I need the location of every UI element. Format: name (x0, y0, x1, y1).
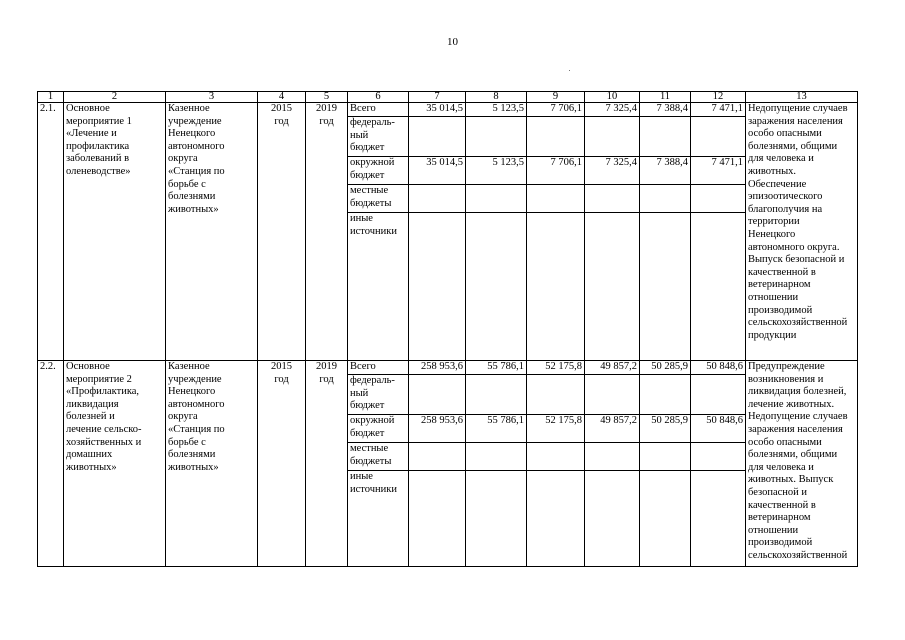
amount-cell: 7 388,4 (640, 103, 691, 117)
amount-cell (691, 213, 746, 361)
column-number: 8 (466, 92, 527, 103)
amount-cell (640, 213, 691, 361)
amount-cell (585, 117, 640, 157)
funding-source: окружной бюджет (348, 157, 409, 185)
amount-cell: 7 471,1 (691, 103, 746, 117)
funding-source: иные источники (348, 471, 409, 567)
column-number: 6 (348, 92, 409, 103)
column-number: 11 (640, 92, 691, 103)
table-row (38, 103, 858, 117)
executor: Казенное учреждение Ненецкого автономного округа «Станция по борьбе с болезнями животных» (166, 103, 258, 361)
amount-cell: 55 786,1 (466, 361, 527, 375)
page-number: 10 (447, 36, 458, 48)
amount-cell: 7 706,1 (527, 103, 585, 117)
amount-cell: 5 123,5 (466, 103, 527, 117)
amount-cell: 7 325,4 (585, 103, 640, 117)
column-number: 2 (64, 92, 166, 103)
amount-cell: 55 786,1 (466, 415, 527, 443)
column-number: 1 (38, 92, 64, 103)
end-year: 2019 год (306, 103, 348, 361)
amount-cell (691, 185, 746, 213)
amount-cell: 258 953,6 (409, 361, 466, 375)
amount-cell (585, 375, 640, 415)
column-number: 7 (409, 92, 466, 103)
amount-cell (466, 471, 527, 567)
amount-cell (585, 213, 640, 361)
column-number: 5 (306, 92, 348, 103)
amount-cell: 50 285,9 (640, 415, 691, 443)
event-name: Основное мероприятие 1 «Лечение и профилактика заболеваний в оленеводстве» (64, 103, 166, 361)
amount-cell (466, 117, 527, 157)
start-year: 2015 год (258, 361, 306, 567)
expected-result: Недопущение случаев заражения населения особо опасными болезнями, общими для человека и животных. Обеспечение эпизоотического благополучия на территории Ненецкого автономного округа. Выпуск безопасной и качественной в ветеринарном отношении производимой сельскохозяйственной продукции (746, 103, 858, 361)
amount-cell: 50 848,6 (691, 361, 746, 375)
funding-source: окружной бюджет (348, 415, 409, 443)
column-number: 12 (691, 92, 746, 103)
amount-cell: 49 857,2 (585, 361, 640, 375)
executor: Казенное учреждение Ненецкого автономного округа «Станция по борьбе с болезнями животных» (166, 361, 258, 567)
column-number: 3 (166, 92, 258, 103)
funding-source: иные источники (348, 213, 409, 361)
amount-cell: 52 175,8 (527, 361, 585, 375)
scan-speck (569, 70, 570, 71)
amount-cell: 50 848,6 (691, 415, 746, 443)
item-number: 2.2. (38, 361, 64, 567)
amount-cell: 7 388,4 (640, 157, 691, 185)
amount-cell (640, 117, 691, 157)
amount-cell: 35 014,5 (409, 157, 466, 185)
amount-cell (585, 443, 640, 471)
funding-source: Всего (348, 103, 409, 117)
amount-cell (691, 375, 746, 415)
amount-cell: 258 953,6 (409, 415, 466, 443)
amount-cell (691, 443, 746, 471)
amount-cell: 35 014,5 (409, 103, 466, 117)
amount-cell (585, 185, 640, 213)
amount-cell (691, 117, 746, 157)
amount-cell (466, 213, 527, 361)
funding-source: местные бюджеты (348, 443, 409, 471)
item-number: 2.1. (38, 103, 64, 361)
amount-cell (691, 471, 746, 567)
amount-cell: 7 471,1 (691, 157, 746, 185)
amount-cell (640, 185, 691, 213)
table-row (38, 361, 858, 375)
column-number: 4 (258, 92, 306, 103)
funding-source: федераль- ный бюджет (348, 375, 409, 415)
program-events-table (37, 91, 858, 567)
amount-cell: 5 123,5 (466, 157, 527, 185)
end-year: 2019 год (306, 361, 348, 567)
amount-cell (527, 213, 585, 361)
column-number: 13 (746, 92, 858, 103)
amount-cell (466, 185, 527, 213)
expected-result: Предупреждение возникновения и ликвидация болезней, лечение животных. Недопущение случаев заражения населения особо опасными болезнями, общими для человека и животных. Выпуск безопасной и качественной в ветеринарном отношении производимой сельскохозяйственной (746, 361, 858, 567)
amount-cell: 52 175,8 (527, 415, 585, 443)
amount-cell (466, 375, 527, 415)
column-number: 10 (585, 92, 640, 103)
column-number: 9 (527, 92, 585, 103)
amount-cell (409, 471, 466, 567)
funding-source: Всего (348, 361, 409, 375)
amount-cell: 7 325,4 (585, 157, 640, 185)
amount-cell: 50 285,9 (640, 361, 691, 375)
amount-cell (409, 117, 466, 157)
amount-cell (527, 375, 585, 415)
amount-cell (527, 117, 585, 157)
funding-source: федераль- ный бюджет (348, 117, 409, 157)
column-number-row (38, 92, 858, 103)
amount-cell (409, 443, 466, 471)
start-year: 2015 год (258, 103, 306, 361)
amount-cell (466, 443, 527, 471)
amount-cell (527, 471, 585, 567)
amount-cell (640, 443, 691, 471)
amount-cell (527, 443, 585, 471)
funding-source: местные бюджеты (348, 185, 409, 213)
event-name: Основное мероприятие 2 «Профилактика, ликвидация болезней и лечение сельско- хозяйственных и домашних животных» (64, 361, 166, 567)
amount-cell (409, 375, 466, 415)
amount-cell (640, 375, 691, 415)
amount-cell: 49 857,2 (585, 415, 640, 443)
amount-cell (527, 185, 585, 213)
amount-cell (409, 185, 466, 213)
amount-cell (585, 471, 640, 567)
amount-cell: 7 706,1 (527, 157, 585, 185)
amount-cell (409, 213, 466, 361)
amount-cell (640, 471, 691, 567)
